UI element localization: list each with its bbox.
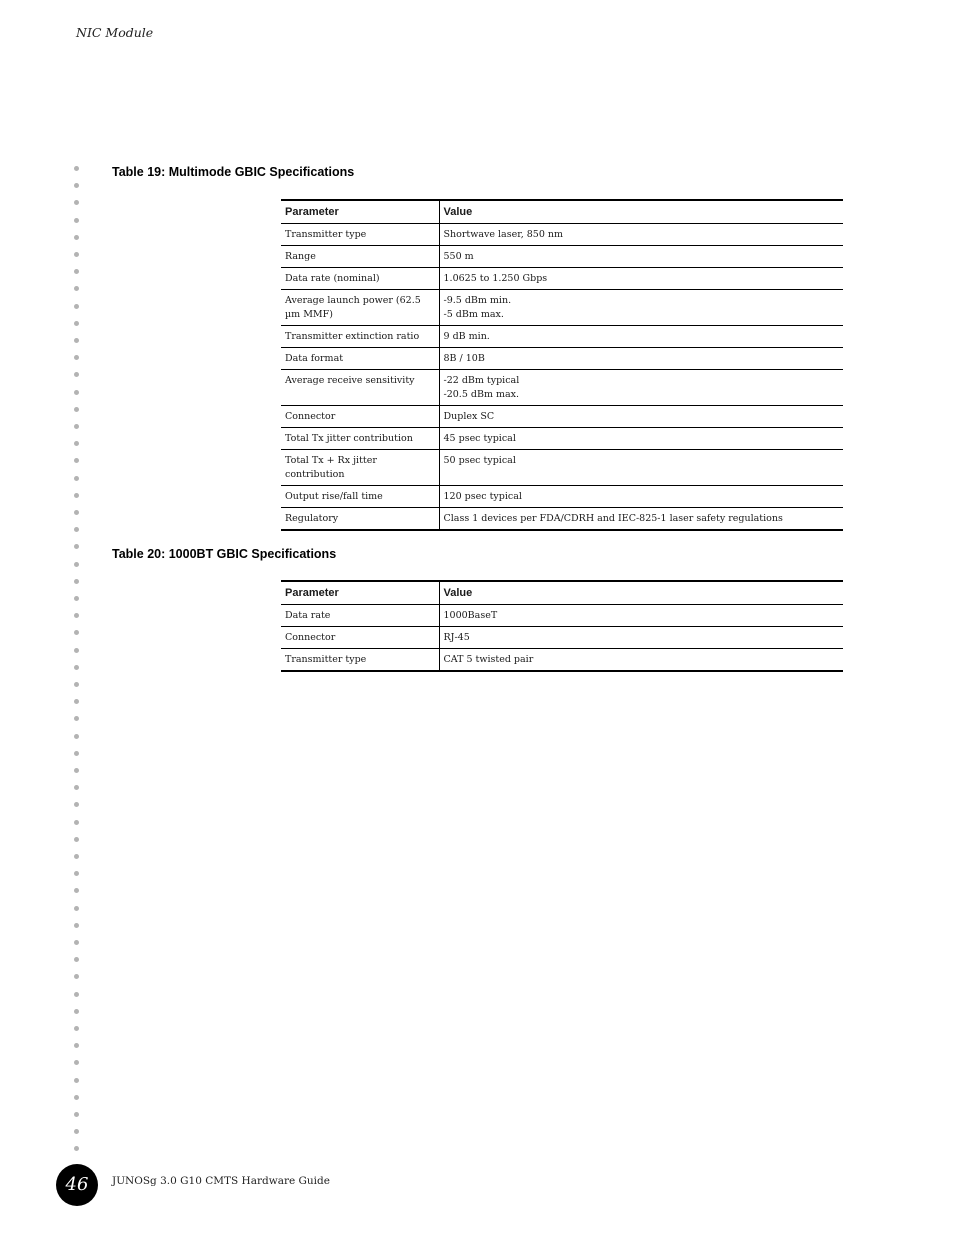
table-row [281,268,843,290]
margin-dot [74,372,79,377]
margin-dot [74,974,79,979]
margin-dot [74,785,79,790]
parameter-cell: Transmitter type [281,224,439,246]
margin-dot [74,802,79,807]
table-19-caption: Table 19: Multimode GBIC Specifications [112,165,355,179]
margin-dot [74,562,79,567]
parameter-cell: Data rate (nominal) [281,268,439,290]
value-cell [439,486,843,508]
value-cell [439,406,843,428]
table-row [281,486,843,508]
value-line: -9.5 dBm min. [443,295,512,306]
parameter-cell: Output rise/fall time [281,486,439,508]
margin-dot [74,906,79,911]
margin-dot [74,699,79,704]
value-cell [439,508,843,531]
margin-dot [74,992,79,997]
margin-dot [74,493,79,498]
margin-dot [74,1112,79,1117]
margin-dot [74,390,79,395]
value-cell [439,290,843,326]
parameter-cell: Average receive sensitivity [281,370,439,406]
margin-dot [74,923,79,928]
parameter-cell: Range [281,246,439,268]
margin-dot [74,751,79,756]
margin-dot [74,888,79,893]
table-row [281,406,843,428]
margin-dot [74,837,79,842]
margin-dot [74,166,79,171]
table-header-row [281,581,843,605]
margin-dot [74,579,79,584]
value-line: Duplex SC [443,411,495,422]
table-row [281,246,843,268]
running-head: NIC Module [76,25,154,40]
value-line: 8B / 10B [443,353,485,364]
margin-dot [74,218,79,223]
table-row [281,348,843,370]
margin-dot [74,768,79,773]
margin-dot [74,596,79,601]
margin-dot [74,1078,79,1083]
value-cell [439,246,843,268]
table-header-row [281,200,843,224]
value-cell [439,326,843,348]
value-cell [439,348,843,370]
margin-dot [74,957,79,962]
value-line: Class 1 devices per FDA/CDRH and IEC-825-1 laser safety regulations [443,513,783,524]
margin-dot [74,648,79,653]
value-cell [439,268,843,290]
margin-dot [74,200,79,205]
1000bt-gbic-spec-table [281,580,843,672]
margin-dot [74,630,79,635]
value-line: 1.0625 to 1.250 Gbps [443,273,548,284]
value-line: -20.5 dBm max. [443,389,520,400]
value-line: RJ-45 [443,632,470,643]
margin-dot [74,458,79,463]
margin-dot [74,682,79,687]
value-line: 550 m [443,251,474,262]
parameter-cell: Connector [281,627,439,649]
margin-dot [74,355,79,360]
table-row [281,508,843,531]
margin-dot [74,820,79,825]
parameter-cell: Connector [281,406,439,428]
table-row [281,450,843,486]
parameter-cell: Data rate [281,605,439,627]
column-header-parameter: Parameter [281,581,439,605]
margin-dot [74,665,79,670]
value-line: 9 dB min. [443,331,490,342]
value-cell [439,428,843,450]
margin-dot [74,1026,79,1031]
multimode-gbic-spec-table [281,199,843,531]
column-header-value: Value [439,200,843,224]
value-line: -5 dBm max. [443,309,504,320]
margin-dot [74,1146,79,1151]
value-cell [439,450,843,486]
margin-dot [74,734,79,739]
margin-dot [74,304,79,309]
margin-dot [74,476,79,481]
value-line: 1000BaseT [443,610,498,621]
parameter-cell: Transmitter type [281,649,439,672]
margin-dot [74,527,79,532]
margin-dot [74,1009,79,1014]
margin-dot [74,1043,79,1048]
column-header-value: Value [439,581,843,605]
margin-dot [74,424,79,429]
value-line: CAT 5 twisted pair [443,654,534,665]
value-cell [439,627,843,649]
table-row [281,326,843,348]
parameter-cell: Total Tx + Rx jitter contribution [281,450,439,486]
value-cell [439,224,843,246]
table-row [281,649,843,672]
margin-dot [74,338,79,343]
value-line: 120 psec typical [443,491,522,502]
margin-dot [74,1095,79,1100]
margin-dot [74,716,79,721]
margin-dot [74,1060,79,1065]
margin-dot [74,544,79,549]
margin-dot [74,441,79,446]
table-row [281,605,843,627]
table-row [281,224,843,246]
margin-dot [74,1129,79,1134]
table-row [281,627,843,649]
margin-dot [74,183,79,188]
value-cell [439,649,843,672]
value-line: 45 psec typical [443,433,516,444]
parameter-cell: Data format [281,348,439,370]
margin-dot [74,407,79,412]
table-row [281,290,843,326]
margin-dot [74,854,79,859]
table-row [281,370,843,406]
margin-dot [74,871,79,876]
column-header-parameter: Parameter [281,200,439,224]
margin-dot [74,510,79,515]
parameter-cell: Transmitter extinction ratio [281,326,439,348]
table-row [281,428,843,450]
parameter-cell: Total Tx jitter contribution [281,428,439,450]
parameter-cell: Regulatory [281,508,439,531]
page-number-badge: 46 [56,1164,98,1206]
margin-dot-rail [73,166,81,1156]
margin-dot [74,286,79,291]
margin-dot [74,235,79,240]
value-line: Shortwave laser, 850 nm [443,229,564,240]
value-cell [439,605,843,627]
value-line: -22 dBm typical [443,375,520,386]
margin-dot [74,940,79,945]
footer-book-title: JUNOSg 3.0 G10 CMTS Hardware Guide [112,1175,330,1187]
margin-dot [74,613,79,618]
table-20-caption: Table 20: 1000BT GBIC Specifications [112,547,337,561]
value-line: 50 psec typical [443,455,516,466]
margin-dot [74,321,79,326]
value-cell [439,370,843,406]
parameter-cell: Average launch power (62.5 µm MMF) [281,290,439,326]
margin-dot [74,252,79,257]
margin-dot [74,269,79,274]
